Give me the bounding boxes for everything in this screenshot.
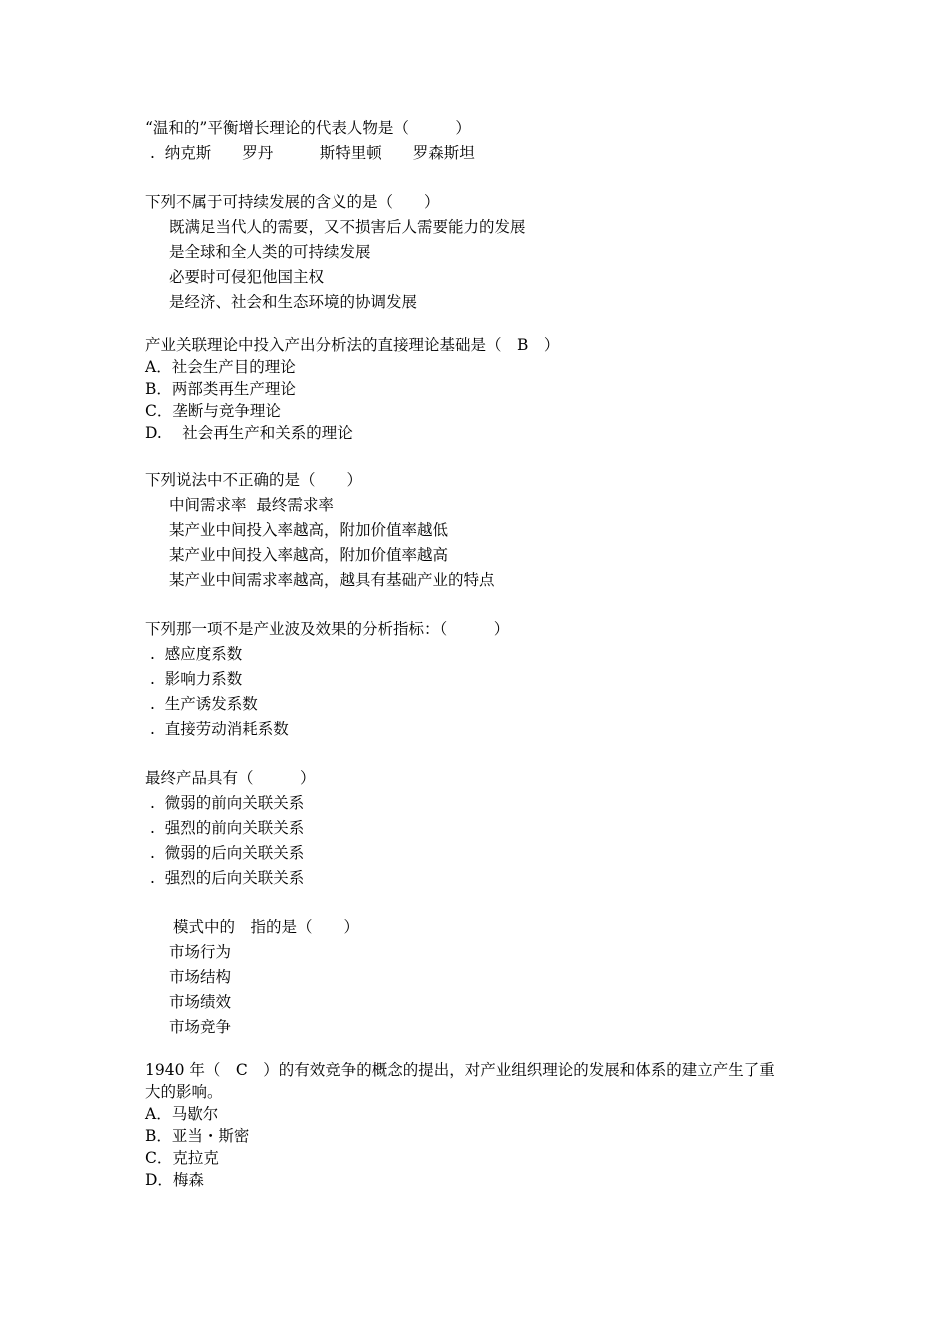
q7-option: 市场结构 <box>169 968 232 986</box>
q6-option: . 强烈的前向关联关系 <box>150 819 305 837</box>
q5-option: . 影响力系数 <box>150 670 243 688</box>
q8-stem: 1940 年（ C ）的有效竞争的概念的提出，对产业组织理论的发展和体系的建立产生了重 <box>145 1061 775 1079</box>
q3-stem: 产业关联理论中投入产出分析法的直接理论基础是（ B ） <box>145 336 560 354</box>
q4-option: 某产业中间需求率越高，越具有基础产业的特点 <box>169 571 495 589</box>
q7-option: 市场竞争 <box>169 1018 232 1036</box>
q2-option: 既满足当代人的需要，又不损害后人需要能力的发展 <box>169 218 526 236</box>
q6-option: . 微弱的前向关联关系 <box>150 794 305 812</box>
q3-option: B．两部类再生产理论 <box>145 380 296 398</box>
q4-option: 某产业中间投入率越高，附加价值率越高 <box>169 546 449 564</box>
q6-stem: 最终产品具有（ ） <box>145 769 316 787</box>
q5-option: . 感应度系数 <box>150 645 243 663</box>
q8-option: C．克拉克 <box>145 1149 219 1167</box>
q7-option: 市场绩效 <box>169 993 232 1011</box>
q7-option: 市场行为 <box>169 943 232 961</box>
q1-stem: “温和的”平衡增长理论的代表人物是（ ） <box>145 119 471 137</box>
q4-option: 中间需求率 最终需求率 <box>169 496 334 514</box>
q2-stem: 下列不属于可持续发展的含义的是（ ） <box>145 193 440 211</box>
q1-options: . 纳克斯 罗丹 斯特里顿 罗森斯坦 <box>150 144 475 162</box>
q3-option: A．社会生产目的理论 <box>145 358 296 376</box>
q5-option: . 生产诱发系数 <box>150 695 258 713</box>
q7-stem: 模式中的 指的是（ ） <box>173 918 360 936</box>
q8-option: D．梅森 <box>145 1171 204 1189</box>
q2-option: 是经济、社会和生态环境的协调发展 <box>169 293 418 311</box>
q8-option: B．亚当・斯密 <box>145 1127 250 1145</box>
q3-option: D. 社会再生产和关系的理论 <box>145 424 353 442</box>
q5-option: . 直接劳动消耗系数 <box>150 720 289 738</box>
q8-option: A．马歇尔 <box>145 1105 219 1123</box>
q6-option: . 微弱的后向关联关系 <box>150 844 305 862</box>
q4-option: 某产业中间投入率越高，附加价值率越低 <box>169 521 449 539</box>
q8-stem-continued: 大的影响。 <box>145 1083 223 1101</box>
q2-option: 必要时可侵犯他国主权 <box>169 268 325 286</box>
q4-stem: 下列说法中不正确的是（ ） <box>145 471 363 489</box>
q5-stem: 下列那一项不是产业波及效果的分析指标：（ ） <box>145 620 510 638</box>
q2-option: 是全球和全人类的可持续发展 <box>169 243 371 261</box>
q6-option: . 强烈的后向关联关系 <box>150 869 305 887</box>
q3-option: C．垄断与竞争理论 <box>145 402 281 420</box>
